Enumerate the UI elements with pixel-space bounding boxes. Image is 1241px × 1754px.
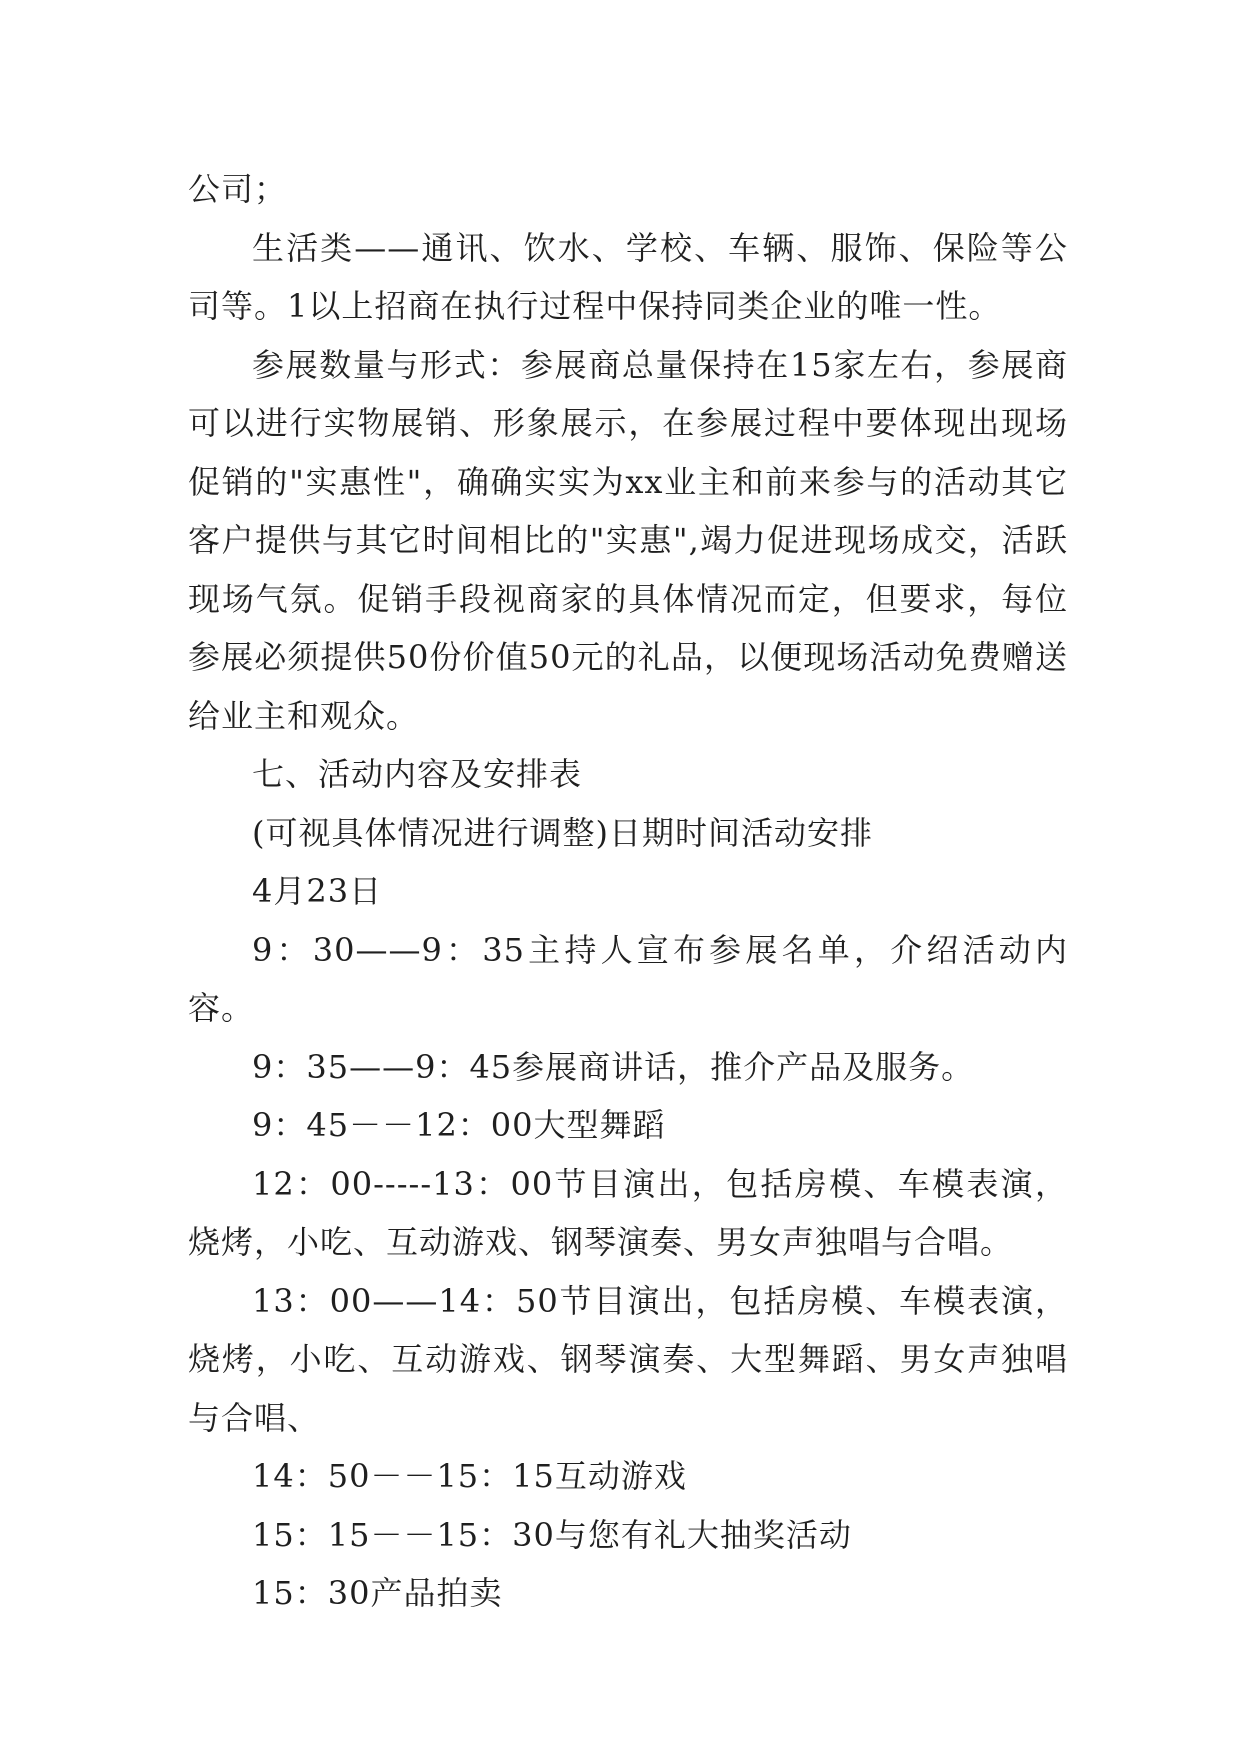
schedule-item: 15：30产品拍卖 [252, 1574, 503, 1612]
schedule-item: 12：00-----13：00节目演出，包括房模、车模表演，烧烤，小吃、互动游戏、钢琴演奏、男女声独唱与合唱。 [188, 1164, 1068, 1261]
paragraph-company-continuation: 公司； [188, 170, 288, 208]
schedule-item: 9：35——9：45参展商讲话，推介产品及服务。 [252, 1047, 975, 1086]
paragraph-lifestyle-category: 生活类——通讯、饮水、学校、车辆、服饰、保险等公司等。1以上招商在执行过程中保持同类企业的唯一性。 [188, 228, 1068, 325]
schedule-item: 9：45－－12：00大型舞蹈 [252, 1106, 666, 1144]
section-heading-schedule: 七、活动内容及安排表 [252, 755, 583, 793]
schedule-item: 14：50－－15：15互动游戏 [252, 1457, 687, 1495]
paragraph-exhibitor-quantity: 参展数量与形式：参展商总量保持在15家左右，参展商可以进行实物展销、形象展示，在参展过程中要体现出现场促销的"实惠性"，确确实实为xx业主和前来参与的活动其它客户提供与其它时间相比的"实惠",竭力促进现场成交，活跃现场气氛。促销手段视商家的具体情况而定，但要求，每位参展必须提供50份价值50元的礼品，以便现场活动免费赠送给业主和观众。 [188, 345, 1068, 735]
schedule-date: 4月23日 [252, 872, 383, 910]
schedule-item: 15：15－－15：30与您有礼大抽奖活动 [252, 1515, 852, 1554]
document-body [188, 160, 1068, 1623]
schedule-item: 13：00——14：50节目演出，包括房模、车模表演，烧烤，小吃、互动游戏、钢琴演奏、大型舞蹈、男女声独唱与合唱、 [188, 1281, 1068, 1437]
schedule-note: (可视具体情况进行调整)日期时间活动安排 [252, 813, 873, 852]
schedule-item: 9：30——9：35主持人宣布参展名单，介绍活动内容。 [188, 930, 1068, 1027]
